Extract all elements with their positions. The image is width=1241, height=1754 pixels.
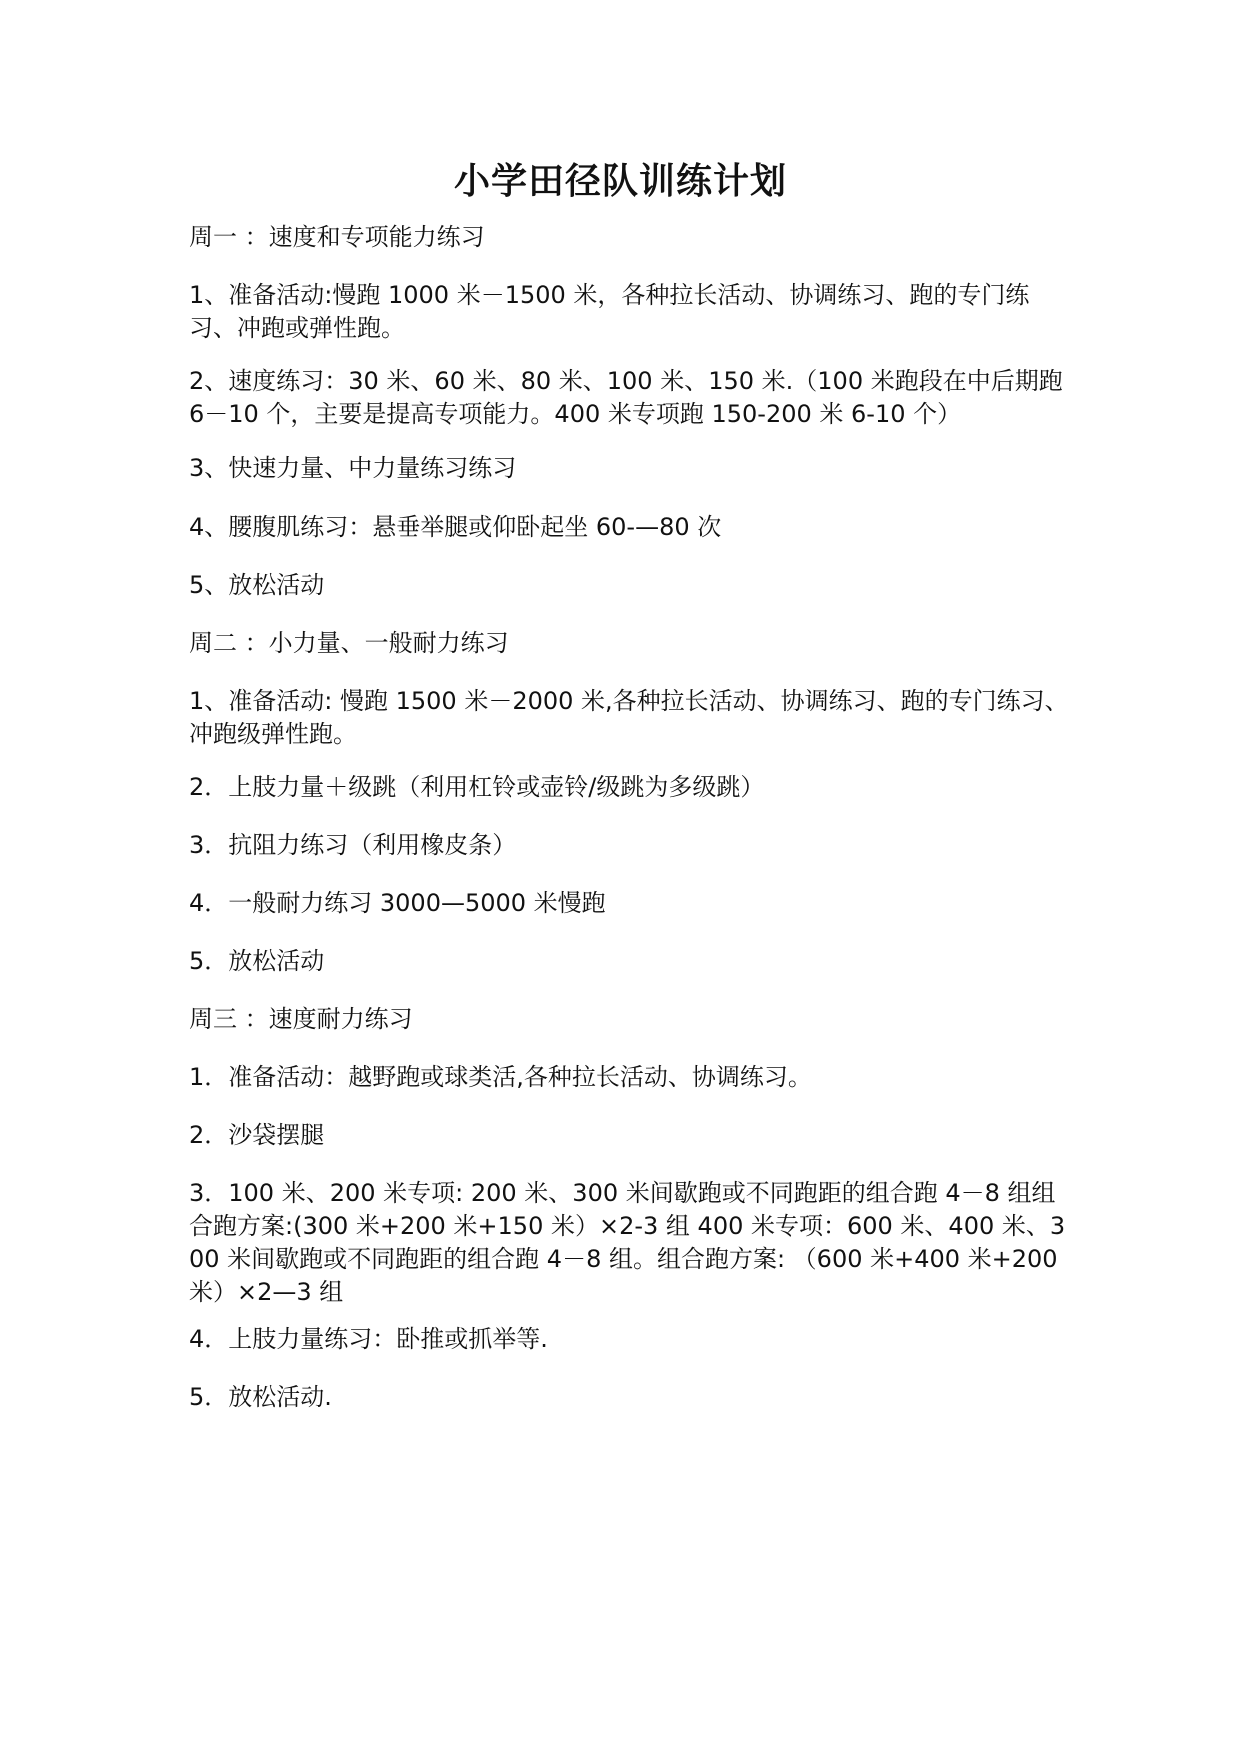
paragraph: 4．上肢力量练习：卧推或抓举等. (189, 1325, 548, 1353)
paragraph: 4．一般耐力练习 3000—5000 米慢跑 (189, 889, 606, 917)
paragraph: 3．100 米、200 米专项: 200 米、300 米间歇跑或不同跑距的组合跑 4－8 组组合跑方案:(300 米+200 米+150 米）×2-3 组 400 米专项：600 米、400 米、300 米间歇跑或不同跑距的组合跑 4－8 组。组合跑方案: （600 米+400 米+200 米）×2—3 组 (189, 1179, 1066, 1306)
paragraph: 3．抗阻力练习（利用橡皮条） (189, 831, 517, 859)
paragraph: 2．上肢力量＋级跳（利用杠铃或壶铃/级跳为多级跳） (189, 773, 765, 801)
paragraph: 1、准备活动: 慢跑 1500 米－2000 米,各种拉长活动、协调练习、跑的专门练习、冲跑级弹性跑。 (189, 687, 1069, 748)
section-heading-wednesday: 周三 ：速度耐力练习 (189, 1005, 413, 1033)
paragraph: 1、准备活动:慢跑 1000 米－1500 米，各种拉长活动、协调练习、跑的专门练习、冲跑或弹性跑。 (189, 281, 1030, 342)
section-heading-monday: 周一 ：速度和专项能力练习 (189, 223, 485, 251)
document-title: 小学田径队训练计划 (453, 161, 787, 202)
paragraph: 5．放松活动. (189, 1383, 332, 1411)
paragraph: 3、快速力量、中力量练习练习 (189, 454, 517, 482)
paragraph: 4、腰腹肌练习：悬垂举腿或仰卧起坐 60-—80 次 (189, 513, 722, 541)
paragraph: 2．沙袋摆腿 (189, 1121, 325, 1149)
paragraph: 1．准备活动：越野跑或球类活,各种拉长活动、协调练习。 (189, 1063, 812, 1091)
paragraph: 2、速度练习：30 米、60 米、80 米、100 米、150 米.（100 米跑段在中后期跑 6－10 个，主要是提高专项能力。400 米专项跑 150-200 米 6-10 个） (189, 367, 1071, 428)
section-heading-tuesday: 周二 ：小力量、一般耐力练习 (189, 629, 509, 657)
paragraph: 5、放松活动 (189, 571, 325, 599)
paragraph: 5．放松活动 (189, 947, 325, 975)
